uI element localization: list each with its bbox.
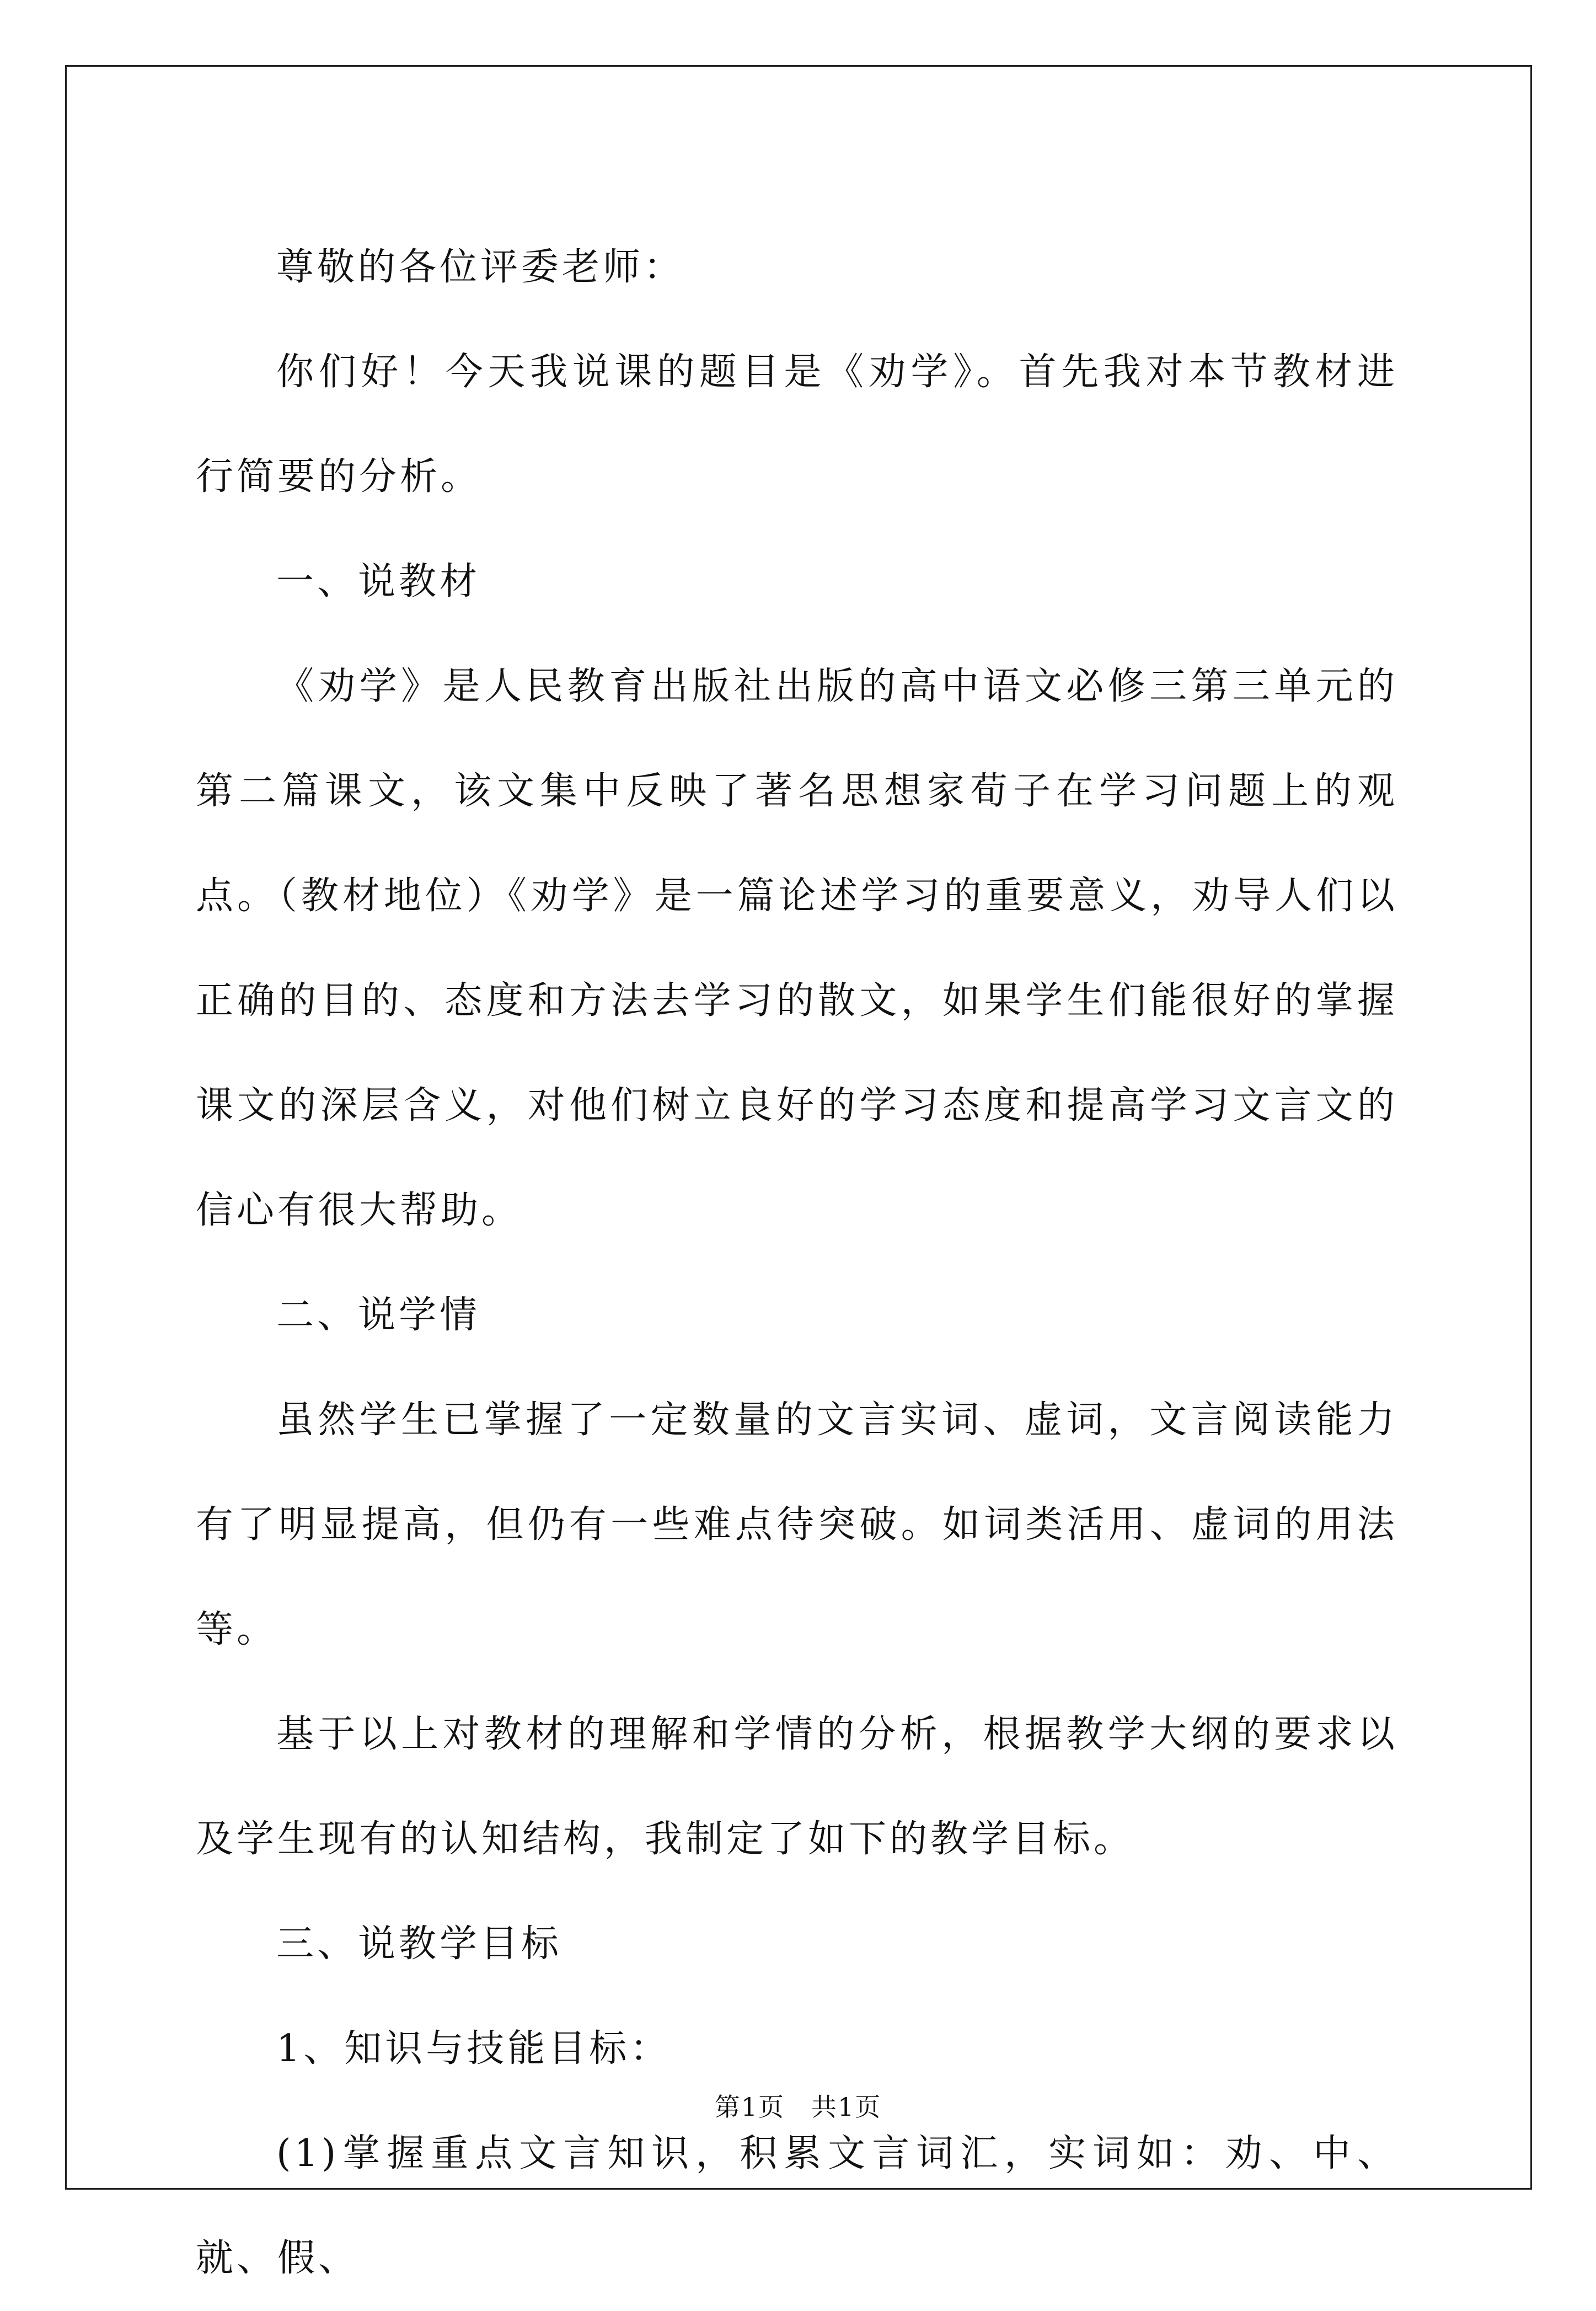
section-heading-student-situation: 二、说学情: [276, 1293, 481, 1337]
document-body: [196, 215, 1398, 2311]
page-footer: 第1页 共1页: [714, 2092, 882, 2122]
section-heading-teaching-goals: 三、说教学目标: [276, 1922, 563, 1966]
textbook-paragraph: 《劝学》是人民教育出版社出版的高中语文必修三第三单元的第二篇课文，该文集中反映了著名思想家荀子在学习问题上的观点。（教材地位）《劝学》是一篇论述学习的重要意义，劝导人们以正确的目的、态度和方法去学习的散文，如果学生们能很好的掌握课文的深层含义，对他们树立良好的学习态度和提高学习文言文的信心有很大帮助。: [196, 665, 1398, 1232]
opening-paragraph: 你们好！今天我说课的题目是《劝学》。首先我对本节教材进行简要的分析。: [196, 350, 1398, 499]
salutation: 尊敬的各位评委老师：: [276, 245, 685, 289]
transition-paragraph: 基于以上对教材的理解和学情的分析，根据教学大纲的要求以及学生现有的认知结构，我制定了如下的教学目标。: [196, 1713, 1398, 1861]
goal-item-1: (1)掌握重点文言知识，积累文言词汇，实词如：劝、中、就、假、: [196, 2132, 1398, 2280]
section-heading-textbook: 一、说教材: [276, 560, 481, 603]
student-situation-paragraph: 虽然学生已掌握了一定数量的文言实词、虚词，文言阅读能力有了明显提高，但仍有一些难点待突破。如词类活用、虚词的用法等。: [196, 1398, 1398, 1651]
goal-heading-knowledge-skills: 1、知识与技能目标：: [276, 2027, 671, 2071]
